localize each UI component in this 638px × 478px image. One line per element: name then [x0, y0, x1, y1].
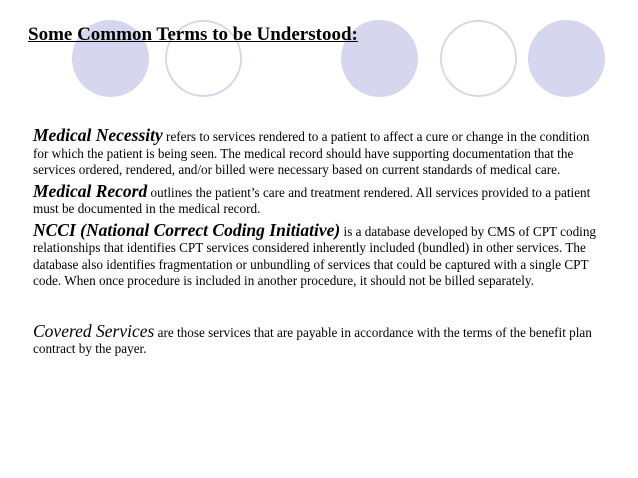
term-medical-record	[33, 180, 608, 218]
term-name: NCCI (National Correct Coding Initiative)	[33, 219, 341, 240]
term-name: Medical Record	[33, 180, 148, 201]
term-definition: is a database developed by CMS of CPT coding relationships that identifies CPT services considered inherently included (bundled) in other services. The database also identifies fragmentation or unbundling of services that could be captured with a single CPT code. When once procedure is included in another procedure, it should not be billed separately.	[33, 223, 597, 288]
term-ncci	[33, 219, 608, 290]
slide-title: Some Common Terms to be Understood:	[28, 24, 358, 45]
term-name: Covered Services	[33, 320, 155, 341]
term-name: Medical Necessity	[33, 125, 163, 145]
term-definition: refers to services rendered to a patient to affect a cure or change in the condition for which the patient is being seen. The medical record should have supporting documentation that the services ordered, rendered, and/or billed were necessary based on current standards of medical care.	[33, 129, 590, 177]
term-medical-necessity	[33, 127, 608, 179]
term-definition: are those services that are payable in accordance with the terms of the benefit plan contract by the payer.	[33, 324, 592, 356]
decorative-circle-4	[440, 20, 517, 97]
term-covered-services	[33, 320, 608, 358]
decorative-circle-5	[528, 20, 605, 97]
terms-list	[33, 127, 608, 358]
term-definition: outlines the patient’s care and treatment rendered. All services provided to a patient must be documented in the medical record.	[33, 184, 591, 216]
